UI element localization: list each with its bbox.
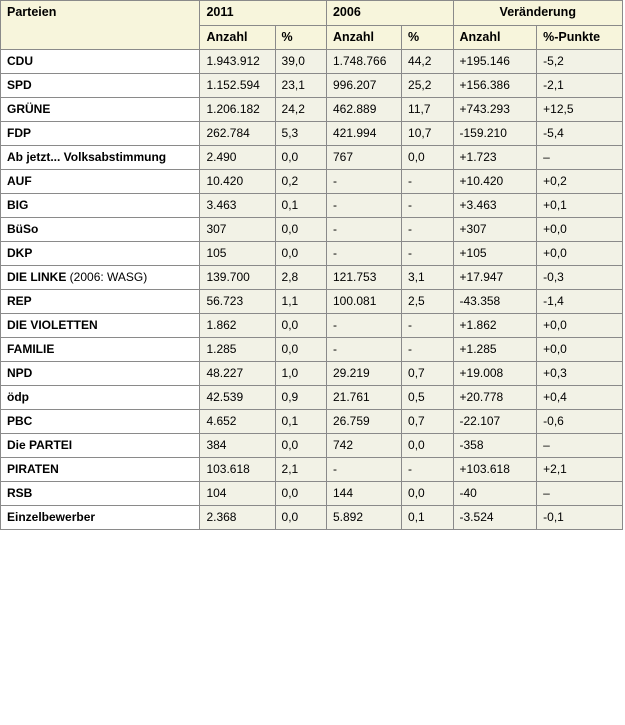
table-row — [1, 410, 623, 434]
percent-2006-cell: 0,0 — [402, 434, 453, 458]
diff-votes-cell: +1.723 — [453, 146, 537, 170]
diff-votes-cell: -22.107 — [453, 410, 537, 434]
percent-2006-cell: - — [402, 242, 453, 266]
diff-points-cell: – — [537, 434, 623, 458]
votes-2006-cell: - — [326, 242, 401, 266]
party-name-cell — [1, 410, 200, 434]
table-row — [1, 98, 623, 122]
diff-points-cell: +0,1 — [537, 194, 623, 218]
header-group-veraenderung: Veränderung — [453, 1, 622, 26]
diff-votes-cell: -40 — [453, 482, 537, 506]
diff-points-cell: +0,2 — [537, 170, 623, 194]
table-row — [1, 458, 623, 482]
party-name-cell — [1, 338, 200, 362]
votes-2006-cell: 26.759 — [326, 410, 401, 434]
party-name: BüSo — [7, 222, 39, 237]
diff-votes-cell: +3.463 — [453, 194, 537, 218]
percent-2006-cell: 2,5 — [402, 290, 453, 314]
party-name-cell — [1, 98, 200, 122]
diff-points-cell: -5,2 — [537, 50, 623, 74]
votes-2011-cell: 103.618 — [200, 458, 275, 482]
table-row — [1, 170, 623, 194]
table-row — [1, 194, 623, 218]
votes-2011-cell: 1.943.912 — [200, 50, 275, 74]
votes-2006-cell: - — [326, 458, 401, 482]
votes-2006-cell: 742 — [326, 434, 401, 458]
percent-2011-cell: 0,2 — [275, 170, 326, 194]
party-name: DIE VIOLETTEN — [7, 318, 98, 333]
party-name: DKP — [7, 246, 33, 261]
percent-2011-cell: 0,0 — [275, 314, 326, 338]
diff-votes-cell: +105 — [453, 242, 537, 266]
diff-points-cell: +0,0 — [537, 242, 623, 266]
diff-votes-cell: +307 — [453, 218, 537, 242]
party-name-cell — [1, 314, 200, 338]
diff-points-cell: -2,1 — [537, 74, 623, 98]
diff-votes-cell: -358 — [453, 434, 537, 458]
party-name-cell — [1, 362, 200, 386]
votes-2006-cell: 100.081 — [326, 290, 401, 314]
party-name: SPD — [7, 78, 32, 93]
votes-2011-cell: 1.285 — [200, 338, 275, 362]
votes-2006-cell: - — [326, 314, 401, 338]
header-parties: Parteien — [1, 1, 200, 50]
diff-points-cell: -0,3 — [537, 266, 623, 290]
votes-2011-cell: 139.700 — [200, 266, 275, 290]
header-2006-prozent: % — [402, 25, 453, 50]
table-row — [1, 434, 623, 458]
party-note: (2006: WASG) — [66, 270, 148, 285]
votes-2011-cell: 262.784 — [200, 122, 275, 146]
percent-2011-cell: 5,3 — [275, 122, 326, 146]
percent-2006-cell: - — [402, 314, 453, 338]
votes-2011-cell: 56.723 — [200, 290, 275, 314]
party-name-cell — [1, 506, 200, 530]
votes-2011-cell: 48.227 — [200, 362, 275, 386]
party-name: Ab jetzt... Volksabstimmung — [7, 150, 167, 165]
percent-2006-cell: - — [402, 458, 453, 482]
percent-2011-cell: 0,1 — [275, 410, 326, 434]
percent-2011-cell: 0,0 — [275, 338, 326, 362]
votes-2006-cell: 1.748.766 — [326, 50, 401, 74]
table-row — [1, 290, 623, 314]
diff-votes-cell: +1.285 — [453, 338, 537, 362]
votes-2006-cell: 421.994 — [326, 122, 401, 146]
votes-2011-cell: 4.652 — [200, 410, 275, 434]
diff-votes-cell: +20.778 — [453, 386, 537, 410]
percent-2011-cell: 2,1 — [275, 458, 326, 482]
votes-2006-cell: - — [326, 218, 401, 242]
votes-2011-cell: 3.463 — [200, 194, 275, 218]
percent-2011-cell: 0,9 — [275, 386, 326, 410]
header-2006-anzahl: Anzahl — [326, 25, 401, 50]
header-group-2006: 2006 — [326, 1, 453, 26]
party-name-cell — [1, 458, 200, 482]
percent-2006-cell: 11,7 — [402, 98, 453, 122]
votes-2011-cell: 2.490 — [200, 146, 275, 170]
header-2011-anzahl: Anzahl — [200, 25, 275, 50]
percent-2011-cell: 24,2 — [275, 98, 326, 122]
table-row — [1, 314, 623, 338]
party-name-cell — [1, 74, 200, 98]
diff-votes-cell: +103.618 — [453, 458, 537, 482]
party-name-cell — [1, 194, 200, 218]
votes-2011-cell: 2.368 — [200, 506, 275, 530]
diff-points-cell: -0,6 — [537, 410, 623, 434]
diff-votes-cell: +17.947 — [453, 266, 537, 290]
party-name: DIE LINKE — [7, 270, 67, 285]
party-name: BIG — [7, 198, 29, 213]
table-row — [1, 266, 623, 290]
percent-2011-cell: 0,1 — [275, 194, 326, 218]
diff-points-cell: – — [537, 146, 623, 170]
party-name-cell — [1, 218, 200, 242]
party-name: GRÜNE — [7, 102, 51, 117]
votes-2011-cell: 1.152.594 — [200, 74, 275, 98]
votes-2011-cell: 1.862 — [200, 314, 275, 338]
party-name-cell — [1, 242, 200, 266]
diff-votes-cell: +195.146 — [453, 50, 537, 74]
votes-2011-cell: 105 — [200, 242, 275, 266]
table-row — [1, 50, 623, 74]
votes-2006-cell: - — [326, 170, 401, 194]
votes-2006-cell: - — [326, 338, 401, 362]
table-row — [1, 242, 623, 266]
percent-2006-cell: 10,7 — [402, 122, 453, 146]
table-row — [1, 74, 623, 98]
diff-points-cell: -1,4 — [537, 290, 623, 314]
percent-2006-cell: - — [402, 170, 453, 194]
percent-2011-cell: 1,0 — [275, 362, 326, 386]
party-name-cell — [1, 386, 200, 410]
percent-2006-cell: 25,2 — [402, 74, 453, 98]
percent-2006-cell: 44,2 — [402, 50, 453, 74]
party-name: ödp — [7, 390, 29, 405]
party-name: FDP — [7, 126, 31, 141]
votes-2006-cell: 21.761 — [326, 386, 401, 410]
party-name: NPD — [7, 366, 33, 381]
votes-2011-cell: 42.539 — [200, 386, 275, 410]
votes-2006-cell: 462.889 — [326, 98, 401, 122]
party-name: Die PARTEI — [7, 438, 73, 453]
diff-points-cell: +0,4 — [537, 386, 623, 410]
party-name: CDU — [7, 54, 33, 69]
party-name-cell — [1, 434, 200, 458]
percent-2011-cell: 0,0 — [275, 146, 326, 170]
party-name-cell — [1, 482, 200, 506]
votes-2006-cell: 29.219 — [326, 362, 401, 386]
percent-2006-cell: - — [402, 338, 453, 362]
votes-2006-cell: 767 — [326, 146, 401, 170]
percent-2006-cell: 0,1 — [402, 506, 453, 530]
diff-points-cell: -0,1 — [537, 506, 623, 530]
party-name-cell — [1, 290, 200, 314]
votes-2011-cell: 384 — [200, 434, 275, 458]
table-head — [1, 1, 623, 50]
table-row — [1, 386, 623, 410]
diff-points-cell: +0,0 — [537, 218, 623, 242]
diff-points-cell: +0,0 — [537, 338, 623, 362]
header-2011-prozent: % — [275, 25, 326, 50]
diff-points-cell: +2,1 — [537, 458, 623, 482]
header-group-2011: 2011 — [200, 1, 327, 26]
votes-2011-cell: 10.420 — [200, 170, 275, 194]
percent-2006-cell: 0,7 — [402, 362, 453, 386]
diff-points-cell: – — [537, 482, 623, 506]
percent-2011-cell: 2,8 — [275, 266, 326, 290]
percent-2006-cell: - — [402, 194, 453, 218]
header-row-groups — [1, 1, 623, 26]
table-row — [1, 218, 623, 242]
votes-2006-cell: 121.753 — [326, 266, 401, 290]
diff-points-cell: +0,0 — [537, 314, 623, 338]
percent-2011-cell: 0,0 — [275, 482, 326, 506]
votes-2006-cell: - — [326, 194, 401, 218]
percent-2011-cell: 0,0 — [275, 242, 326, 266]
table-row — [1, 506, 623, 530]
diff-votes-cell: +19.008 — [453, 362, 537, 386]
percent-2011-cell: 23,1 — [275, 74, 326, 98]
diff-votes-cell: +156.386 — [453, 74, 537, 98]
votes-2006-cell: 144 — [326, 482, 401, 506]
percent-2011-cell: 1,1 — [275, 290, 326, 314]
diff-votes-cell: +743.293 — [453, 98, 537, 122]
party-name: PBC — [7, 414, 33, 429]
party-name: REP — [7, 294, 32, 309]
party-name-cell — [1, 122, 200, 146]
party-name: RSB — [7, 486, 33, 501]
party-name: PIRATEN — [7, 462, 59, 477]
percent-2006-cell: 0,0 — [402, 146, 453, 170]
percent-2011-cell: 0,0 — [275, 218, 326, 242]
party-name-cell — [1, 146, 200, 170]
percent-2006-cell: 3,1 — [402, 266, 453, 290]
percent-2006-cell: - — [402, 218, 453, 242]
votes-2006-cell: 996.207 — [326, 74, 401, 98]
table-row — [1, 122, 623, 146]
table-row — [1, 482, 623, 506]
votes-2011-cell: 307 — [200, 218, 275, 242]
diff-votes-cell: +1.862 — [453, 314, 537, 338]
votes-2011-cell: 1.206.182 — [200, 98, 275, 122]
party-name: Einzelbewerber — [7, 510, 96, 525]
diff-votes-cell: -159.210 — [453, 122, 537, 146]
table-row — [1, 338, 623, 362]
table-row — [1, 146, 623, 170]
party-name: AUF — [7, 174, 32, 189]
diff-votes-cell: +10.420 — [453, 170, 537, 194]
percent-2006-cell: 0,0 — [402, 482, 453, 506]
votes-2011-cell: 104 — [200, 482, 275, 506]
percent-2011-cell: 0,0 — [275, 506, 326, 530]
diff-points-cell: +0,3 — [537, 362, 623, 386]
diff-votes-cell: -43.358 — [453, 290, 537, 314]
party-name: FAMILIE — [7, 342, 55, 357]
percent-2011-cell: 0,0 — [275, 434, 326, 458]
diff-votes-cell: -3.524 — [453, 506, 537, 530]
percent-2006-cell: 0,5 — [402, 386, 453, 410]
table-row — [1, 362, 623, 386]
party-name-cell — [1, 50, 200, 74]
table-body — [1, 50, 623, 530]
diff-points-cell: +12,5 — [537, 98, 623, 122]
diff-points-cell: -5,4 — [537, 122, 623, 146]
party-name-cell — [1, 170, 200, 194]
percent-2011-cell: 39,0 — [275, 50, 326, 74]
header-diff-anzahl: Anzahl — [453, 25, 537, 50]
header-diff-prozentpunkte: %-Punkte — [537, 25, 623, 50]
votes-2006-cell: 5.892 — [326, 506, 401, 530]
percent-2006-cell: 0,7 — [402, 410, 453, 434]
party-name-cell — [1, 266, 200, 290]
